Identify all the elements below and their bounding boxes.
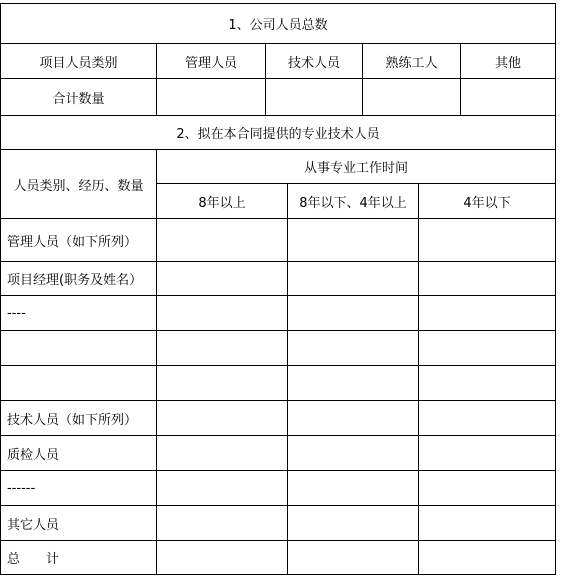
table-cell[interactable] bbox=[419, 366, 556, 401]
table-cell[interactable] bbox=[419, 506, 556, 541]
category-management: 管理人员 bbox=[157, 44, 266, 79]
table-cell[interactable] bbox=[288, 506, 419, 541]
table-cell[interactable] bbox=[157, 296, 288, 331]
table-cell[interactable] bbox=[157, 219, 288, 262]
row-label: 其它人员 bbox=[1, 506, 157, 541]
section2-title: 2、拟在本合同提供的专业技术人员 bbox=[1, 116, 556, 150]
table-cell[interactable] bbox=[157, 541, 288, 575]
contract-staff-table bbox=[0, 115, 556, 575]
table-cell[interactable] bbox=[288, 219, 419, 262]
category-technical: 技术人员 bbox=[266, 44, 363, 79]
table-cell[interactable] bbox=[288, 262, 419, 296]
section1-title: 1、公司人员总数 bbox=[1, 4, 556, 44]
total-management-cell[interactable] bbox=[157, 79, 266, 116]
total-count-label: 合计数量 bbox=[1, 79, 157, 116]
table-cell[interactable] bbox=[157, 366, 288, 401]
row-label bbox=[1, 366, 157, 401]
row-label bbox=[1, 331, 157, 366]
row-label-total: 总 计 bbox=[1, 541, 157, 575]
time-col-over-8: 8年以上 bbox=[157, 184, 288, 219]
staff-total-table bbox=[0, 3, 556, 116]
table-cell[interactable] bbox=[157, 471, 288, 506]
time-col-under-4: 4年以下 bbox=[419, 184, 556, 219]
row-label: 技术人员（如下所列） bbox=[1, 401, 157, 436]
table-cell[interactable] bbox=[419, 262, 556, 296]
table-cell[interactable] bbox=[419, 471, 556, 506]
table-cell[interactable] bbox=[157, 436, 288, 471]
row-label: 项目经理(职务及姓名） bbox=[1, 262, 157, 296]
total-skilled-cell[interactable] bbox=[363, 79, 461, 116]
table-cell[interactable] bbox=[288, 401, 419, 436]
row-label: ---- bbox=[1, 296, 157, 331]
table-cell[interactable] bbox=[157, 401, 288, 436]
time-header: 从事专业工作时间 bbox=[157, 150, 556, 184]
table-cell[interactable] bbox=[157, 262, 288, 296]
table-cell[interactable] bbox=[419, 401, 556, 436]
table-cell[interactable] bbox=[157, 331, 288, 366]
category-label: 项目人员类别 bbox=[1, 44, 157, 79]
table-cell[interactable] bbox=[288, 541, 419, 575]
category-skilled-worker: 熟练工人 bbox=[363, 44, 461, 79]
table-cell[interactable] bbox=[419, 436, 556, 471]
table-cell[interactable] bbox=[288, 331, 419, 366]
row-header: 人员类别、经历、数量 bbox=[1, 150, 157, 219]
table-cell[interactable] bbox=[419, 331, 556, 366]
table-cell[interactable] bbox=[288, 471, 419, 506]
table-cell[interactable] bbox=[288, 366, 419, 401]
total-technical-cell[interactable] bbox=[266, 79, 363, 116]
table-cell[interactable] bbox=[419, 296, 556, 331]
category-other: 其他 bbox=[461, 44, 556, 79]
table-cell[interactable] bbox=[419, 541, 556, 575]
table-cell[interactable] bbox=[288, 296, 419, 331]
total-other-cell[interactable] bbox=[461, 79, 556, 116]
row-label: ------ bbox=[1, 471, 157, 506]
table-cell[interactable] bbox=[419, 219, 556, 262]
row-label: 质检人员 bbox=[1, 436, 157, 471]
table-cell[interactable] bbox=[157, 506, 288, 541]
table-cell[interactable] bbox=[288, 436, 419, 471]
row-label: 管理人员（如下所列） bbox=[1, 219, 157, 262]
time-col-4-to-8: 8年以下、4年以上 bbox=[288, 184, 419, 219]
